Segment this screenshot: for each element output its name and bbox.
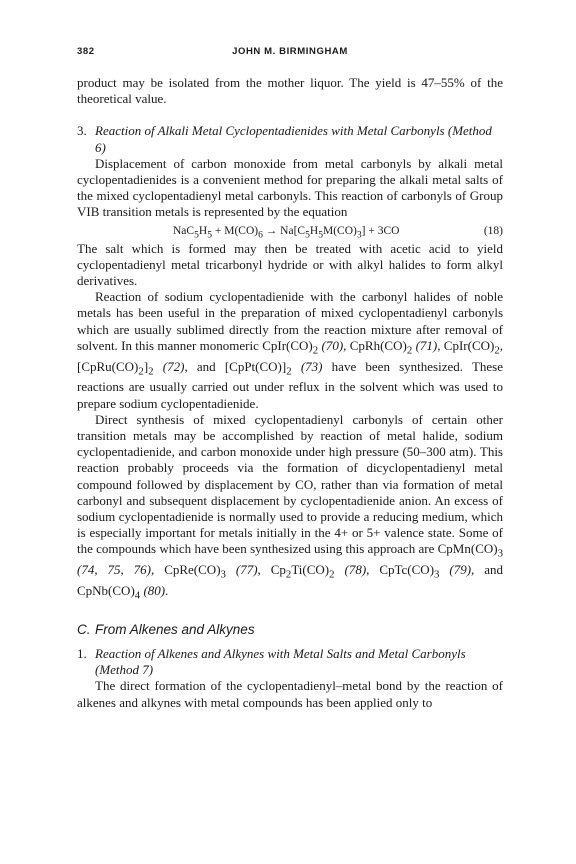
section-letter: C. <box>77 621 91 637</box>
running-head <box>77 44 503 60</box>
equation-text: $NaC_5H_5 + M(CO)_6 \to Na[C_5H_5M(CO)_3] + 3CO$ <box>173 224 400 240</box>
paragraph-salt: The salt which is formed may then be treated with acetic acid to yield cyclopentadienyl metal tricarbonyl hydride or with alkyl halides to form alkyl derivatives. <box>77 240 503 289</box>
paragraph-noble-metals: Reaction of sodium cyclopentadienide with the carbonyl halides of noble metals has been useful in the preparation of mixed cyclopentadienyl carbonyls which are usually sublimed directly from the reaction mixture after removal of solvent. In this manner monomeric $CpIr(CO)_2$ (70), $CpRh(CO)_2$ (71), $CpIr(CO)_2$, $[CpRu(CO)_2]_2$ (72), and $[CpPt(CO)]_2$ (73) have been synthesized. These reactions are usually carried out under reflux in the solvent which was used to prepare sodium cyclopentadienide. <box>77 289 504 411</box>
reference: (79) <box>449 562 472 578</box>
section-1-heading <box>77 646 503 678</box>
equation-number: (18) <box>483 224 503 237</box>
book-page <box>77 44 503 711</box>
reference: (74, 75, 76) <box>77 562 152 578</box>
section-number: 1. <box>77 646 87 662</box>
section-title: From Alkenes and Alkynes <box>95 621 255 637</box>
reference: (80) <box>143 583 166 599</box>
section-number: 3. <box>77 123 87 139</box>
reference: (72) <box>162 358 185 374</box>
reference: (71) <box>415 337 438 353</box>
paragraph-final: The direct formation of the cyclopentadienyl–metal bond by the reaction of alkenes and alkynes with metal compounds has been applied only to <box>77 678 503 710</box>
paragraph-displacement: Displacement of carbon monoxide from metal carbonyls by alkali metal cyclopentadienides is a convenient method for preparing the alkali metal salts of the mixed cyclopentadienyl metal carbonyls. This reaction of carbonyls of Group VIB transition metals is represented by the equation <box>77 155 503 220</box>
reference: (77) <box>235 562 258 578</box>
section-title: Reaction of Alkenes and Alkynes with Metal Salts and Metal Carbonyls (Method 7) <box>95 646 466 678</box>
reference: (70) <box>321 337 344 353</box>
section-c-heading <box>77 622 503 638</box>
page-number: 382 <box>77 46 95 57</box>
section-3-heading <box>77 123 503 155</box>
intro-paragraph: product may be isolated from the mother liquor. The yield is 47–55% of the theoretical value. <box>77 75 503 107</box>
reference: (73) <box>300 358 323 374</box>
section-title: Reaction of Alkali Metal Cyclopentadienides with Metal Carbonyls (Method 6) <box>95 123 492 155</box>
running-title: JOHN M. BIRMINGHAM <box>232 46 348 57</box>
equation-18 <box>77 222 503 240</box>
reference: (78) <box>344 562 367 578</box>
paragraph-direct-synthesis: Direct synthesis of mixed cyclopentadienyl carbonyls of certain other transition metals may be accomplished by reaction of metal halide, sodium cyclopentadienide, and carbon monoxide under high pressure (50–300 atm). This reaction probably proceeds via the formation of dicyclopentadienyl metal compound followed by displacement by CO, rather than via formation of metal carbonyl and subsequent displacement by cyclopentadienide anion. An excess of sodium cyclopentadienide is normally used to provide a reducing medium, which is especially important for metals initially in the 4+ or 5+ valence state. Some of the compounds which have been synthesized using this approach are $CpMn(CO)_3$ (74, 75, 76), $CpRe(CO)_3$ (77), $Cp_2Ti(CO)_2$ (78), $CpTc(CO)_3$ (79), and $CpNb(CO)_4$ (80). <box>77 411 503 602</box>
